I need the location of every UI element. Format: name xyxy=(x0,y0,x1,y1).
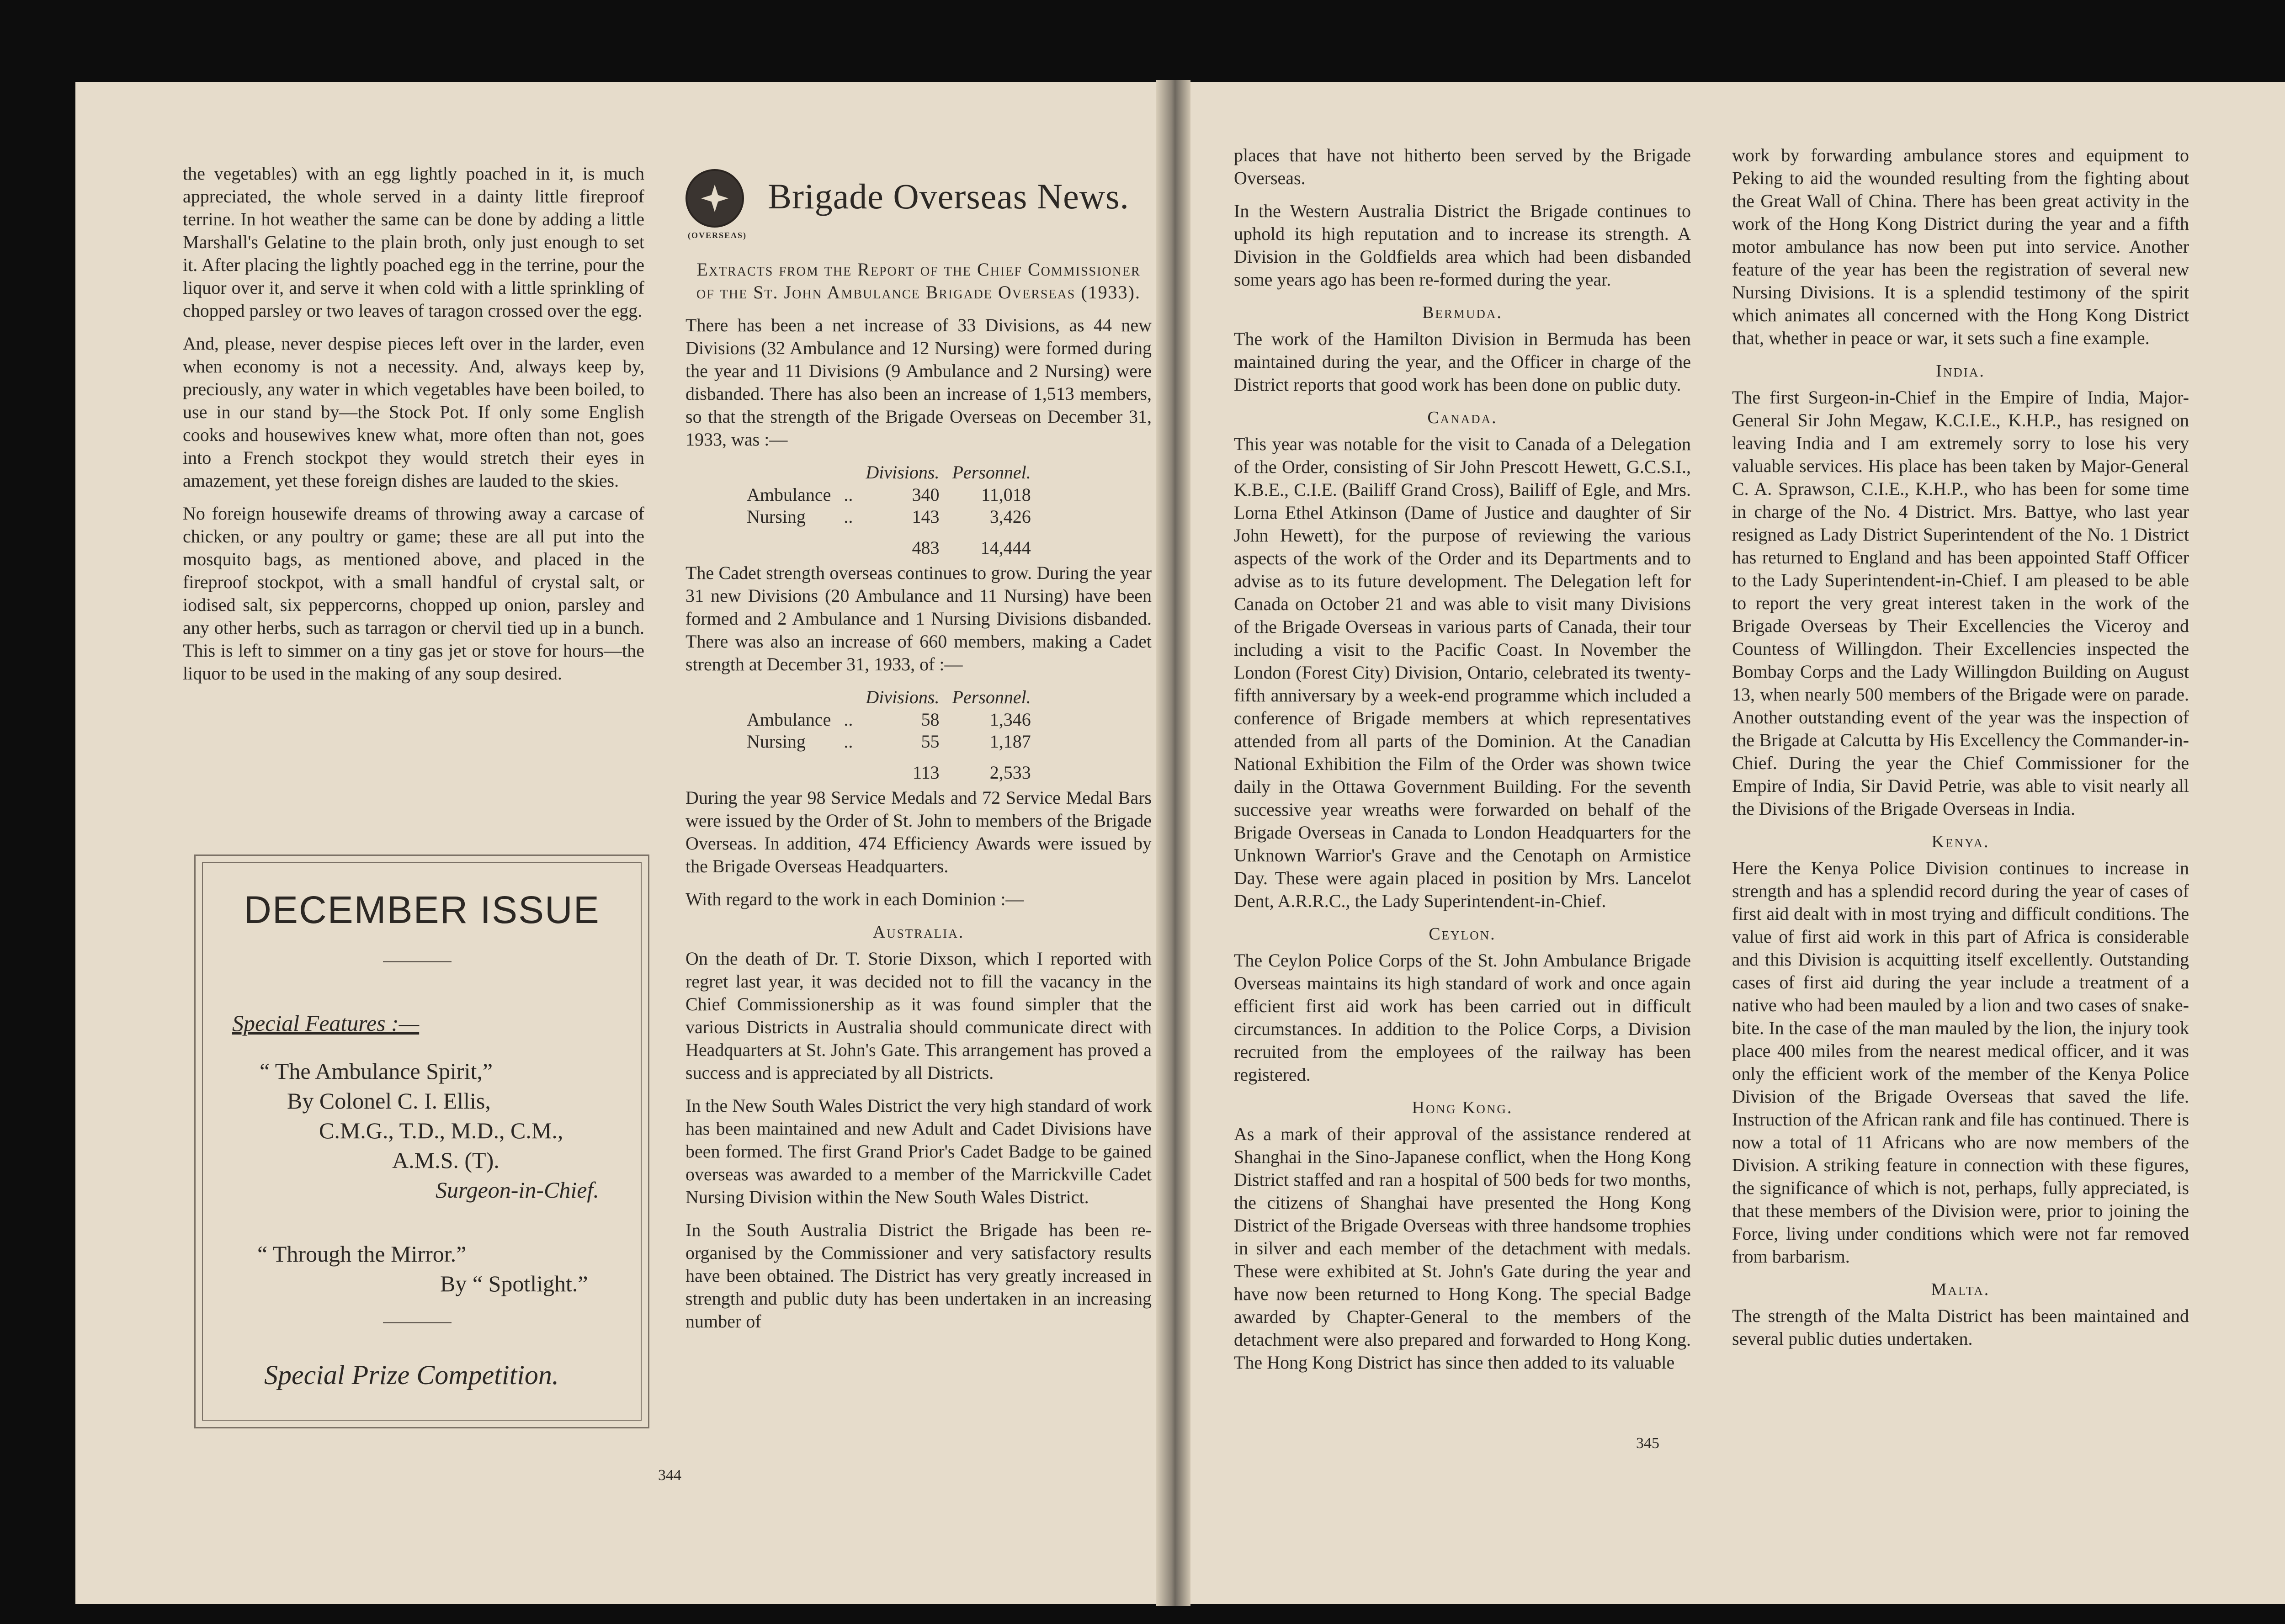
section-heading-hong-kong: Hong Kong. xyxy=(1412,1098,1513,1117)
table-cell: Ambulance xyxy=(747,484,831,505)
column-header: Personnel. xyxy=(952,687,1031,707)
section-heading-australia: Australia. xyxy=(872,923,965,942)
table-cell: Ambulance xyxy=(747,709,831,730)
column-header: Divisions. xyxy=(866,687,940,707)
right-column-left xyxy=(1234,144,1691,1374)
paragraph: And, please, never despise pieces left over in the larder, even when economy is not a necessity. And, always keep by, preciously, any water in which vegetables have been boiled, to use in our stand by—the Stock Pot. If only some English cooks and housewives knew what, more often than not, goes into a French stockpot they would stretch their eyes in amazement, yet these foreign dishes are lauded to the skies. xyxy=(183,333,644,491)
table-total: 113 xyxy=(912,762,940,783)
divider xyxy=(383,961,452,962)
paragraph: The first Surgeon-in-Chief in the Empire of India, Major-General Sir John Megaw, K.C.I.E., K.H.P., has resigned on leaving India and I am extremely sorry to lose his very valuable services. His place has been taken by Major-General C. A. Sprawson, C.I.E., K.H.P., who has been for some time in charge of the No. 4 District. Mrs. Battye, who last year resigned as Lady District Superintendent of the No. 1 District has returned to England and has been appointed Staff Officer to the Lady Superintendent-in-Chief. I am pleased to be able to report the very great interest taken in the work of the Brigade Overseas by Their Excellencies the Viceroy and Countess of Willingdon. Their Excellencies inspected the Bombay Corps and the Lady Willingdon Building on August 13, when nearly 500 members of the Brigade were on parade. Another outstanding event of the year was the inspection of the Brigade at Calcutta by His Excellency the Commander-in-Chief. During the year the Chief Commissioner for the Empire of India, Sir David Petrie, was able to visit nearly all the Divisions of the Brigade Overseas in India. xyxy=(1732,387,2189,819)
order-seal-icon xyxy=(686,169,744,228)
paragraph: No foreign housewife dreams of throwing away a carcase of chicken, or any poultry or game; these are all put into the mosquito bags, as mentioned above, and placed in the fireproof stockpot, with a small handful of crystal salt, or iodised salt, six peppercorns, chopped up onion, parsley and any other herbs, such as tarragon or chervil tied up in a bunch. This is left to simmer on a tiny gas jet or stove for hours—the liquor to be used in the making of any soup desired. xyxy=(183,503,644,684)
paragraph: There has been a net increase of 33 Divisions, as 44 new Divisions (32 Ambulance and 12 Nursing) were formed during the year and 11 Divisions (9 Ambulance and 2 Nursing) were disbanded. There has also been an increase of 1,513 members, so that the strength of the Brigade Overseas on December 31, 1933, was :— xyxy=(686,315,1152,450)
table-cell: 3,426 xyxy=(989,506,1031,527)
left-column xyxy=(183,162,644,695)
paragraph: the vegetables) with an egg lightly poached in it, is much appreciated, the whole served in a dainty little fireproof terrine. In hot weather the same can be done by adding a little Marshall's Gelatine to the plain broth, only just enough to set it. After placing the lightly poached egg in the terrine, pour the liquor over it, and serve it when cold with a little sprinkling of chopped parsley or two leaves of taragon crossed over the egg. xyxy=(183,163,644,321)
table-cell: Nursing xyxy=(747,731,806,752)
paragraph: With regard to the work in each Dominion :— xyxy=(686,889,1024,909)
divider xyxy=(383,1322,452,1323)
paragraph: On the death of Dr. T. Storie Dixson, which I reported with regret last year, it was decided not to fill the vacancy in the Chief Commissionership as it was found simpler that the various Districts in Australia should communicate direct with Headquarters at St. John's Gate. This arrangement has proved a success and is appreciated by all Districts. xyxy=(686,948,1152,1083)
feature-author-quals: C.M.G., T.D., M.D., C.M., xyxy=(319,1118,563,1143)
box-title: DECEMBER ISSUE xyxy=(244,888,600,931)
table-cell: 1,187 xyxy=(989,731,1031,752)
table-total-row xyxy=(740,528,1037,559)
table-cell: .. xyxy=(844,731,853,752)
table-row xyxy=(740,506,1037,528)
section-heading-india: India. xyxy=(1936,361,1985,381)
article-title: Brigade Overseas News. xyxy=(768,176,1129,216)
extract-heading: Extracts from the Report of the Chief Commissioner of the St. John Ambulance Brigade Overseas (1933). xyxy=(696,259,1141,303)
paragraph: The Ceylon Police Corps of the St. John Ambulance Brigade Overseas maintains its high standard of work and once again efficient first aid work has been carried out in difficult circumstances. In addition to the Police Corps, a Division recruited from the employees of the railway has been registered. xyxy=(1234,950,1691,1085)
paragraph: As a mark of their approval of the assistance rendered at Shanghai in the Sino-Japanese conflict, when the Hong Kong District staffed and ran a hospital of 500 beds for two months, the citizens of Shanghai have presented the Hong Kong District of the Brigade Overseas with three handsome trophies in silver and each member of the detachment with medals. These were exhibited at St. John's Gate during the year and have now been returned to Hong Kong. The special Badge awarded by Chapter-General to the members of the detachment were also prepared and forwarded to Hong Kong. The Hong Kong District has since then added to its valuable xyxy=(1234,1124,1691,1373)
article-header xyxy=(686,165,1161,238)
table-total-row xyxy=(740,753,1037,784)
feature-author-role: Surgeon-in-Chief. xyxy=(436,1177,599,1203)
paragraph: In the New South Wales District the very high standard of work has been maintained and new Adult and Cadet Divisions have been formed. The first Grand Prior's Cadet Badge to be gained overseas was awarded to a member of the Marrickville Cadet Nursing Division within the New South Wales District. xyxy=(686,1095,1152,1207)
article-column xyxy=(686,258,1152,1333)
paragraph: places that have not hitherto been served by the Brigade Overseas. xyxy=(1234,145,1691,188)
seal-caption: (OVERSEAS) xyxy=(688,231,747,240)
feature-author-quals: A.M.S. (T). xyxy=(392,1147,500,1173)
december-issue-box xyxy=(194,854,649,1428)
paragraph: The strength of the Malta District has been maintained and several public duties undertaken. xyxy=(1732,1306,2189,1349)
section-heading-malta: Malta. xyxy=(1931,1280,1990,1299)
table-cell: 1,346 xyxy=(989,709,1031,730)
feature-author: By Colonel C. I. Ellis, xyxy=(287,1088,491,1114)
section-heading-canada: Canada. xyxy=(1427,408,1498,427)
page-number: 345 xyxy=(1636,1435,1659,1452)
paragraph: work by forwarding ambulance stores and equipment to Peking to aid the wounded resulting from the fighting about the Great Wall of China. There has been great activity in the work of the Hong Kong District during the year and a fifth motor ambulance has now been put into service. Another feature of the year has been the registration of several new Nursing Divisions. It is a splendid testimony of the spirit which animates all concerned with the Hong Kong District that, whether in peace or war, it sets such a fine example. xyxy=(1732,145,2189,348)
table-cell: Nursing xyxy=(747,506,806,527)
column-header: Divisions. xyxy=(866,462,940,483)
table-row xyxy=(740,484,1037,506)
table-cell: .. xyxy=(844,484,853,505)
table-cell: 58 xyxy=(921,709,940,730)
book-gutter xyxy=(1156,80,1190,1606)
section-heading-ceylon: Ceylon. xyxy=(1429,924,1496,944)
section-heading-bermuda: Bermuda. xyxy=(1422,303,1503,322)
table-cell: .. xyxy=(844,506,853,527)
divisions-table xyxy=(740,461,1037,559)
feature-title: “ The Ambulance Spirit,” xyxy=(260,1058,493,1084)
page-number: 344 xyxy=(658,1467,681,1484)
table-total: 14,444 xyxy=(980,537,1031,558)
paragraph: In the Western Australia District the Brigade continues to uphold its high reputation and to increase its strength. A Division in the Goldfields area which had been disbanded some years ago has been re-formed during the year. xyxy=(1234,201,1691,290)
table-row xyxy=(740,709,1037,731)
table-cell: 340 xyxy=(912,484,940,505)
special-features-label: Special Features :— xyxy=(232,1010,420,1036)
cadet-table xyxy=(740,686,1037,784)
table-cell: 11,018 xyxy=(981,484,1031,505)
table-cell: 55 xyxy=(921,731,940,752)
paragraph: The work of the Hamilton Division in Bermuda has been maintained during the year, and the Officer in charge of the District reports that good work has been done on public duty. xyxy=(1234,329,1691,395)
right-column-right xyxy=(1732,144,2189,1360)
table-row xyxy=(740,731,1037,753)
paragraph: During the year 98 Service Medals and 72 Service Medal Bars were issued by the Order of St. John to members of the Brigade Overseas. In addition, 474 Efficiency Awards were issued by the Brigade Overseas Headquarters. xyxy=(686,787,1152,876)
paragraph: In the South Australia District the Brigade has been re-organised by the Commissioner and very satisfactory results have been obtained. The District has very greatly increased in strength and public duty has been undertaken in an increasing number of xyxy=(686,1220,1152,1332)
feature-author: By “ Spotlight.” xyxy=(440,1271,588,1296)
table-total: 483 xyxy=(912,537,940,558)
column-header: Personnel. xyxy=(952,462,1031,483)
table-total: 2,533 xyxy=(989,762,1031,783)
paragraph: This year was notable for the visit to Canada of a Delegation of the Order, consisting of Sir John Prescott Hewett, G.C.S.I., K.B.E., C.I.E. (Bailiff Grand Cross), Bailiff of Egle, and Mrs. Lorna Ethel Atkinson (Dame of Justice and daughter of Sir John Hewett), for the purpose of reviewing the various aspects of the work of the Order and its Departments and to advise as to its future development. The Delegation left for Canada on October 21 and was able to visit many Divisions of the Brigade Overseas in various parts of Canada, their tour including a visit to the Pacific Coast. In November the London (Forest City) Division, Ontario, celebrated its twenty-fifth anniversary by a week-end programme which included a conference of Brigade members at which representatives attended from all parts of the Dominion. At the Canadian National Exhibition the Film of the Order was shown twice daily in the Ottawa Government Building. For the seventh successive year wreaths were forwarded on behalf of the Brigade Overseas in Canada to London Headquarters for the Unknown Warrior's Grave and the Cenotaph on Armistice Day. These were again placed in position by Mrs. Lancelot Dent, A.R.R.C., the Lady Superintendent-in-Chief. xyxy=(1234,434,1691,911)
paragraph: Here the Kenya Police Division continues to increase in strength and has a splendid record during the year of cases of first aid dealt with in most trying and difficult conditions. The value of first aid work in this part of Africa is considerable and this Division is acquitting itself excellently. Outstanding cases of first aid during the year include a treatment of a native who had been mauled by a lion and two cases of snake-bite. In the case of the man mauled by the lion, the injury took place 400 miles from the nearest medical officer, and it was only the efficient work of the member of the Kenya Police Division of the Brigade Overseas that saved the life. Instruction of the African rank and file has continued. There is now a total of 11 Africans who are now members of the Division. A striking feature in connection with these figures, the significance of which is not, perhaps, fully appreciated, is that these members of the Division were, prior to joining the Force, living under conditions which were not far removed from barbarism. xyxy=(1732,858,2189,1267)
paragraph: The Cadet strength overseas continues to grow. During the year 31 new Divisions (20 Ambulance and 11 Nursing) have been formed and 2 Ambulance and 1 Nursing Divisions disbanded. There was also an increase of 660 members, making a Cadet strength at December 31, 1933, of :— xyxy=(686,563,1152,674)
competition-label: Special Prize Competition. xyxy=(264,1360,559,1390)
table-cell: 143 xyxy=(912,506,940,527)
section-heading-kenya: Kenya. xyxy=(1931,832,1990,851)
feature-title: “ Through the Mirror.” xyxy=(257,1241,467,1267)
table-cell: .. xyxy=(844,709,853,730)
